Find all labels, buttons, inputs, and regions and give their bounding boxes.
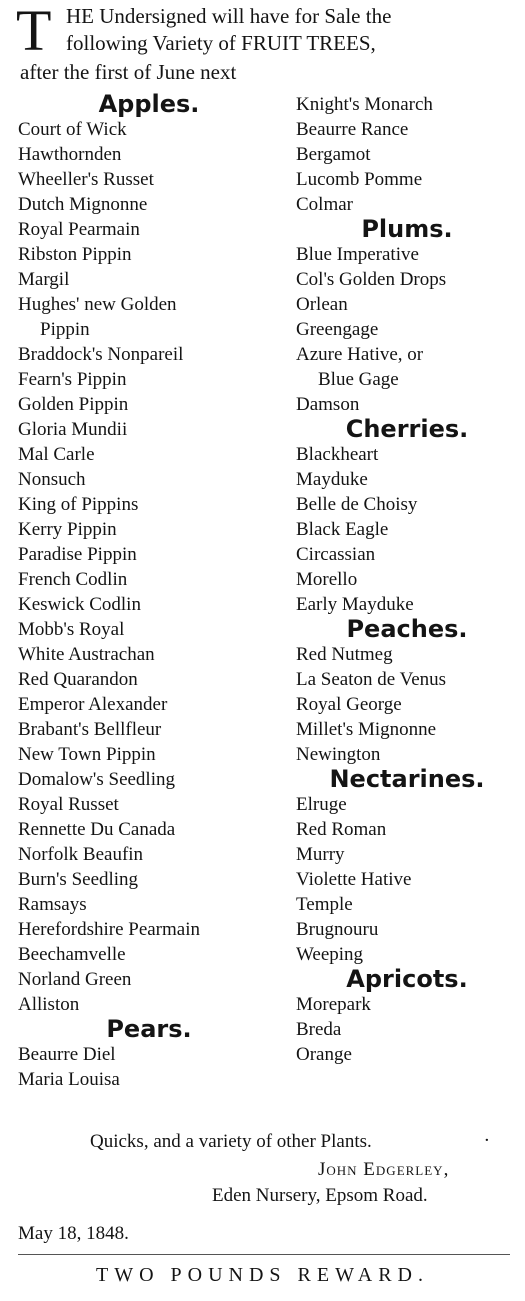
intro-line-2: following Variety of FRUIT TREES, [66,31,376,55]
list-item: Bergamot [296,144,371,165]
list-item: Kerry Pippin [18,519,117,540]
list-item: Lucomb Pomme [296,169,423,190]
intro-paragraph [0,0,525,90]
nursery-address: Eden Nursery, Epsom Road. [212,1185,428,1206]
list-item: Mobb's Royal [18,619,125,640]
list-item: White Austrachan [18,644,155,665]
list-item: Red Nutmeg [296,644,393,665]
list-item: Keswick Codlin [18,594,141,615]
list-item: Morello [296,569,358,590]
list-item: Newington [296,744,381,765]
right-column [296,92,518,1067]
list-item: Beaurre Diel [18,1044,116,1065]
list-item: Herefordshire Pearmain [18,919,201,940]
list-item: King of Pippins [18,494,139,515]
list-item: Braddock's Nonpareil [18,344,184,365]
reward-heading: TWO POUNDS REWARD. [96,1264,429,1286]
list-item: Royal Pearmain [18,219,140,240]
list-item: French Codlin [18,569,128,590]
list-item: Margil [18,269,70,290]
list-item: Fearn's Pippin [18,369,127,390]
list-item: Greengage [296,319,379,340]
list-item: Ramsays [18,894,87,915]
list-item-continuation: Blue Gage [318,369,399,390]
list-item: Gloria Mundii [18,419,128,440]
proprietor-name: John Edgerley, [318,1159,450,1180]
divider-rule [18,1254,510,1255]
list-item: Beaurre Rance [296,119,409,140]
list-item: Orange [296,1044,352,1065]
section-heading-apples: Apples. [98,90,200,118]
list-item: Orlean [296,294,348,315]
list-item: Emperor Alexander [18,694,168,715]
list-item: Millet's Mignonne [296,719,437,740]
list-item: Red Roman [296,819,387,840]
list-item: Murry [296,844,345,865]
section-heading-pears: Pears. [106,1015,192,1043]
list-item: Violette Hative [296,869,412,890]
list-item: La Seaton de Venus [296,669,447,690]
section-heading-nectarines: Nectarines. [329,765,485,793]
list-item: Col's Golden Drops [296,269,447,290]
list-item: Maria Louisa [18,1069,120,1090]
list-item: Red Quarandon [18,669,138,690]
list-item: Brugnouru [296,919,379,940]
list-item: Damson [296,394,360,415]
stray-dot: · [484,1130,490,1151]
list-item: Beechamvelle [18,944,126,965]
list-item: Blackheart [296,444,379,465]
left-column [18,92,280,1092]
quicks-note: Quicks, and a variety of other Plants. [90,1131,372,1152]
list-item: Alliston [18,994,80,1015]
list-item: Domalow's Seedling [18,769,175,790]
list-item: Weeping [296,944,364,965]
intro-line-1: HE Undersigned will have for Sale the [66,4,392,28]
intro-line-3: after the first of June next [20,60,237,84]
list-item: Circassian [296,544,376,565]
section-heading-cherries: Cherries. [345,415,469,443]
list-item: Black Eagle [296,519,389,540]
list-item: Hughes' new Golden Pippin [18,292,280,342]
list-item: Norland Green [18,969,132,990]
list-item: Royal George [296,694,402,715]
list-item: Belle de Choisy [296,494,418,515]
list-item: Golden Pippin [18,394,129,415]
list-item: Court of Wick [18,119,127,140]
list-item: Burn's Seedling [18,869,139,890]
list-item: Knight's Monarch [296,94,433,115]
list-item: Norfolk Beaufin [18,844,144,865]
list-item: Royal Russet [18,794,119,815]
list-item: Azure Hative, or Blue Gage [296,342,518,392]
list-item: Hawthornden [18,144,122,165]
list-item: Wheeller's Russet [18,169,154,190]
list-item: Dutch Mignonne [18,194,148,215]
list-item: Mal Carle [18,444,95,465]
list-item: Rennette Du Canada [18,819,176,840]
section-heading-apricots: Apricots. [346,965,468,993]
list-item: Mayduke [296,469,368,490]
list-item: Brabant's Bellfleur [18,719,162,740]
list-item: Blue Imperative [296,244,419,265]
list-item: Temple [296,894,353,915]
drop-cap: T [16,0,52,63]
list-item: Colmar [296,194,353,215]
list-item: New Town Pippin [18,744,156,765]
list-item: Paradise Pippin [18,544,137,565]
list-item: Morepark [296,994,371,1015]
list-item: Breda [296,1019,342,1040]
list-item: Ribston Pippin [18,244,132,265]
list-item: Elruge [296,794,347,815]
section-heading-peaches: Peaches. [346,615,468,643]
notice-date: May 18, 1848. [18,1223,129,1244]
list-item-continuation: Pippin [40,319,90,340]
list-item: Nonsuch [18,469,86,490]
section-heading-plums: Plums. [361,215,453,243]
list-item: Early Mayduke [296,594,414,615]
